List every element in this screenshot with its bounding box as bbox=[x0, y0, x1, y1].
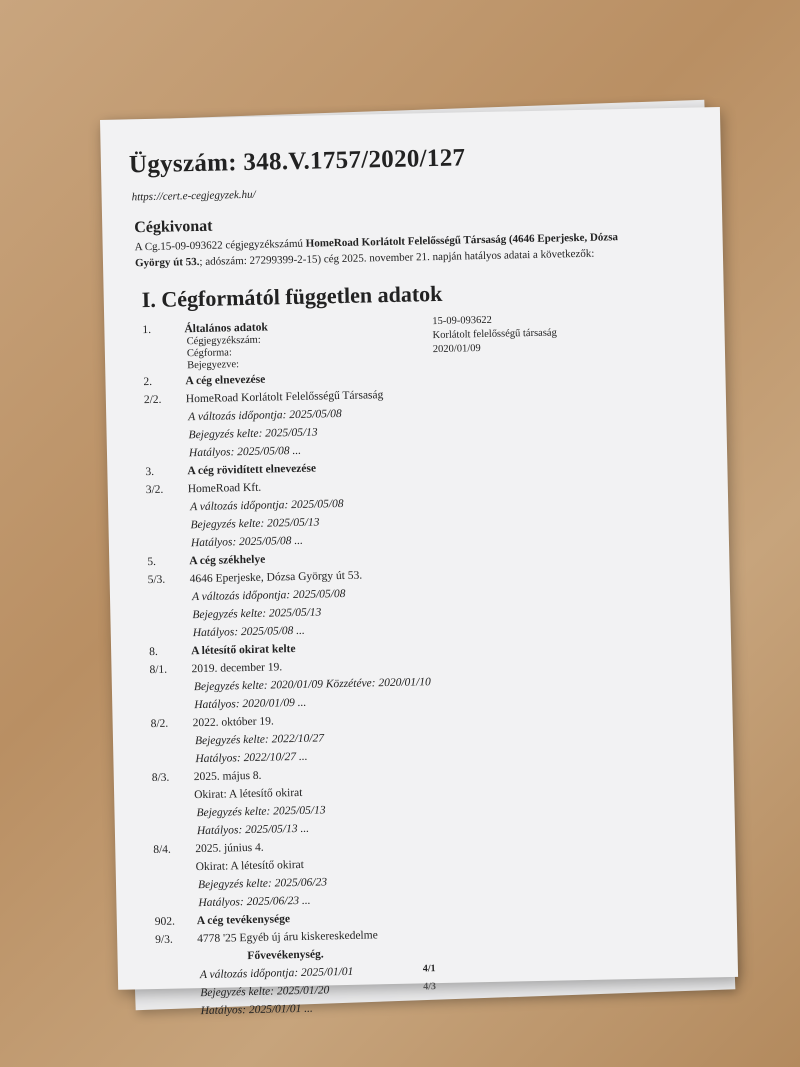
entry-text: Bejegyzés kelte: 2025/05/13 bbox=[196, 804, 326, 820]
page-number-bleed: 4/3 bbox=[423, 981, 437, 993]
page-number: 4/1 bbox=[422, 963, 436, 975]
entry-number bbox=[145, 444, 185, 445]
entry-text: Okirat: A létesítő okirat bbox=[194, 786, 303, 802]
entry-number: 8/1. bbox=[149, 663, 168, 677]
entry-number: 9/3. bbox=[155, 933, 173, 947]
entry-heading: A létesítő okirat kelte bbox=[191, 643, 296, 658]
entry-number: 1. bbox=[142, 323, 152, 337]
entry-text: Bejegyzés kelte: 2022/10/27 bbox=[194, 732, 325, 748]
entry-number bbox=[146, 516, 186, 517]
entry-text: 2025. június 4. bbox=[195, 841, 264, 856]
entry-text: Hatályos: 2025/05/13 ... bbox=[196, 822, 310, 838]
value-registration-number: 15-09-093622 bbox=[432, 314, 492, 328]
entry-number: 2/2. bbox=[143, 393, 162, 407]
entry-number: 5/3. bbox=[147, 573, 166, 587]
entry-number bbox=[149, 624, 189, 625]
intro-suffix: ; adószám: 27299399-2-15) cég 2025. november 21. napján hatályos adatai a következők: bbox=[199, 247, 595, 268]
entry-text: 4778 '25 Egyéb új áru kiskereskedelme bbox=[197, 929, 378, 946]
entry-number bbox=[153, 822, 193, 823]
entry-number: 8. bbox=[149, 645, 158, 659]
case-number-title: Ügyszám: 348.V.1757/2020/127 bbox=[128, 144, 466, 179]
label-registration-number: Cégjegyzékszám: bbox=[186, 334, 261, 348]
entry-number bbox=[152, 786, 192, 787]
entry-text: A változás időpontja: 2025/05/08 bbox=[191, 587, 346, 604]
intro-company: HomeRoad Korlátolt Felelősségű Társaság (4646 Eperjeske, Dózsa György út 53. bbox=[134, 231, 619, 270]
entry-text: A változás időpontja: 2025/01/01 bbox=[199, 965, 354, 982]
entry-text: Hatályos: 2025/05/08 ... bbox=[190, 534, 304, 550]
entry-text: A változás időpontja: 2025/05/08 bbox=[188, 408, 342, 424]
entry-heading: Általános adatok bbox=[184, 321, 268, 336]
entry-text: Bejegyzés kelte: 2020/01/09 Közzétéve: 2020/01/10 bbox=[193, 676, 431, 694]
entry-text: Fővevékenység. bbox=[247, 948, 324, 963]
entry-number bbox=[144, 426, 184, 427]
extract-title: Cégkivonat bbox=[134, 217, 213, 237]
entry-text: Bejegyzés kelte: 2025/06/23 bbox=[197, 876, 328, 892]
general-labels bbox=[187, 335, 262, 373]
label-registered: Bejegyezve: bbox=[187, 359, 240, 372]
entry-number bbox=[152, 804, 192, 805]
value-registered: 2020/01/09 bbox=[432, 343, 481, 356]
entries-list bbox=[142, 310, 677, 1021]
document-url: https://cert.e-cegjegyzek.hu/ bbox=[131, 188, 256, 204]
entry-text: 4646 Eperjeske, Dózsa György út 53. bbox=[189, 569, 363, 586]
entry-text: Hatályos: 2022/10/27 ... bbox=[195, 750, 308, 766]
entry-number bbox=[147, 534, 187, 535]
entry-number: 3. bbox=[145, 465, 155, 479]
entry-number: 8/2. bbox=[150, 717, 169, 731]
entry-heading: A cég rövidített elnevezése bbox=[187, 462, 317, 478]
entry-text: Bejegyzés kelte: 2025/01/20 bbox=[200, 984, 330, 1000]
entry-text: Okirat: A létesítő okirat bbox=[195, 858, 305, 874]
entry-number bbox=[150, 696, 190, 697]
section-title: I. Cégformától független adatok bbox=[141, 280, 443, 313]
entry-number bbox=[155, 948, 195, 949]
entry-text: 2022. október 19. bbox=[192, 715, 274, 730]
entry-number bbox=[148, 606, 188, 607]
entry-text: A változás időpontja: 2025/05/08 bbox=[190, 497, 344, 514]
entry-number: 8/4. bbox=[153, 843, 172, 857]
entry-number: 5. bbox=[147, 555, 157, 569]
entry-text: Bejegyzés kelte: 2025/05/13 bbox=[188, 426, 318, 442]
entry-number bbox=[146, 498, 186, 499]
entry-text: 2019. december 19. bbox=[191, 661, 283, 676]
entry-number bbox=[156, 966, 196, 967]
entry-number: 8/3. bbox=[151, 771, 170, 785]
entry-heading: A cég elnevezése bbox=[185, 373, 266, 388]
entry-number bbox=[151, 732, 191, 733]
entry-text: 2025. május 8. bbox=[193, 769, 262, 784]
entry-number bbox=[154, 894, 194, 895]
entry-number bbox=[151, 750, 191, 751]
entry-text: HomeRoad Korlátolt Felelősségű Társaság bbox=[185, 389, 384, 406]
entry-number bbox=[157, 1002, 197, 1003]
entry-number bbox=[153, 858, 193, 859]
entry-number: 902. bbox=[154, 915, 176, 929]
label-company-form: Cégforma: bbox=[186, 347, 232, 360]
entry-number: 3/2. bbox=[145, 483, 164, 497]
entry-number bbox=[148, 588, 188, 589]
entry-number bbox=[156, 984, 196, 985]
entry-text: Hatályos: 2025/06/23 ... bbox=[198, 894, 311, 910]
entry-text: HomeRoad Kft. bbox=[187, 481, 262, 496]
entry-number bbox=[154, 876, 194, 877]
entry-heading: A cég tevékenysége bbox=[196, 913, 291, 928]
general-values bbox=[432, 312, 557, 357]
document-page bbox=[100, 107, 738, 1018]
intro-prefix: A Cg.15-09-093622 cégjegyzékszámú bbox=[134, 237, 306, 254]
entry-number bbox=[144, 408, 184, 409]
entry-text: Hatályos: 2020/01/09 ... bbox=[194, 696, 307, 712]
entry-text: Bejegyzés kelte: 2025/05/13 bbox=[192, 606, 322, 622]
entry-text: Bejegyzés kelte: 2025/05/13 bbox=[190, 516, 320, 532]
entry-text: Hatályos: 2025/05/08 ... bbox=[188, 444, 302, 460]
entry-text: Hatályos: 2025/05/08 ... bbox=[192, 624, 305, 640]
value-company-form: Korlátolt felelősségű társaság bbox=[432, 327, 557, 342]
entry-number bbox=[150, 678, 190, 679]
entry-heading: A cég székhelye bbox=[189, 553, 266, 568]
entry-number: 2. bbox=[143, 375, 153, 389]
entry-text: Hatályos: 2025/01/01 ... bbox=[200, 1002, 313, 1018]
